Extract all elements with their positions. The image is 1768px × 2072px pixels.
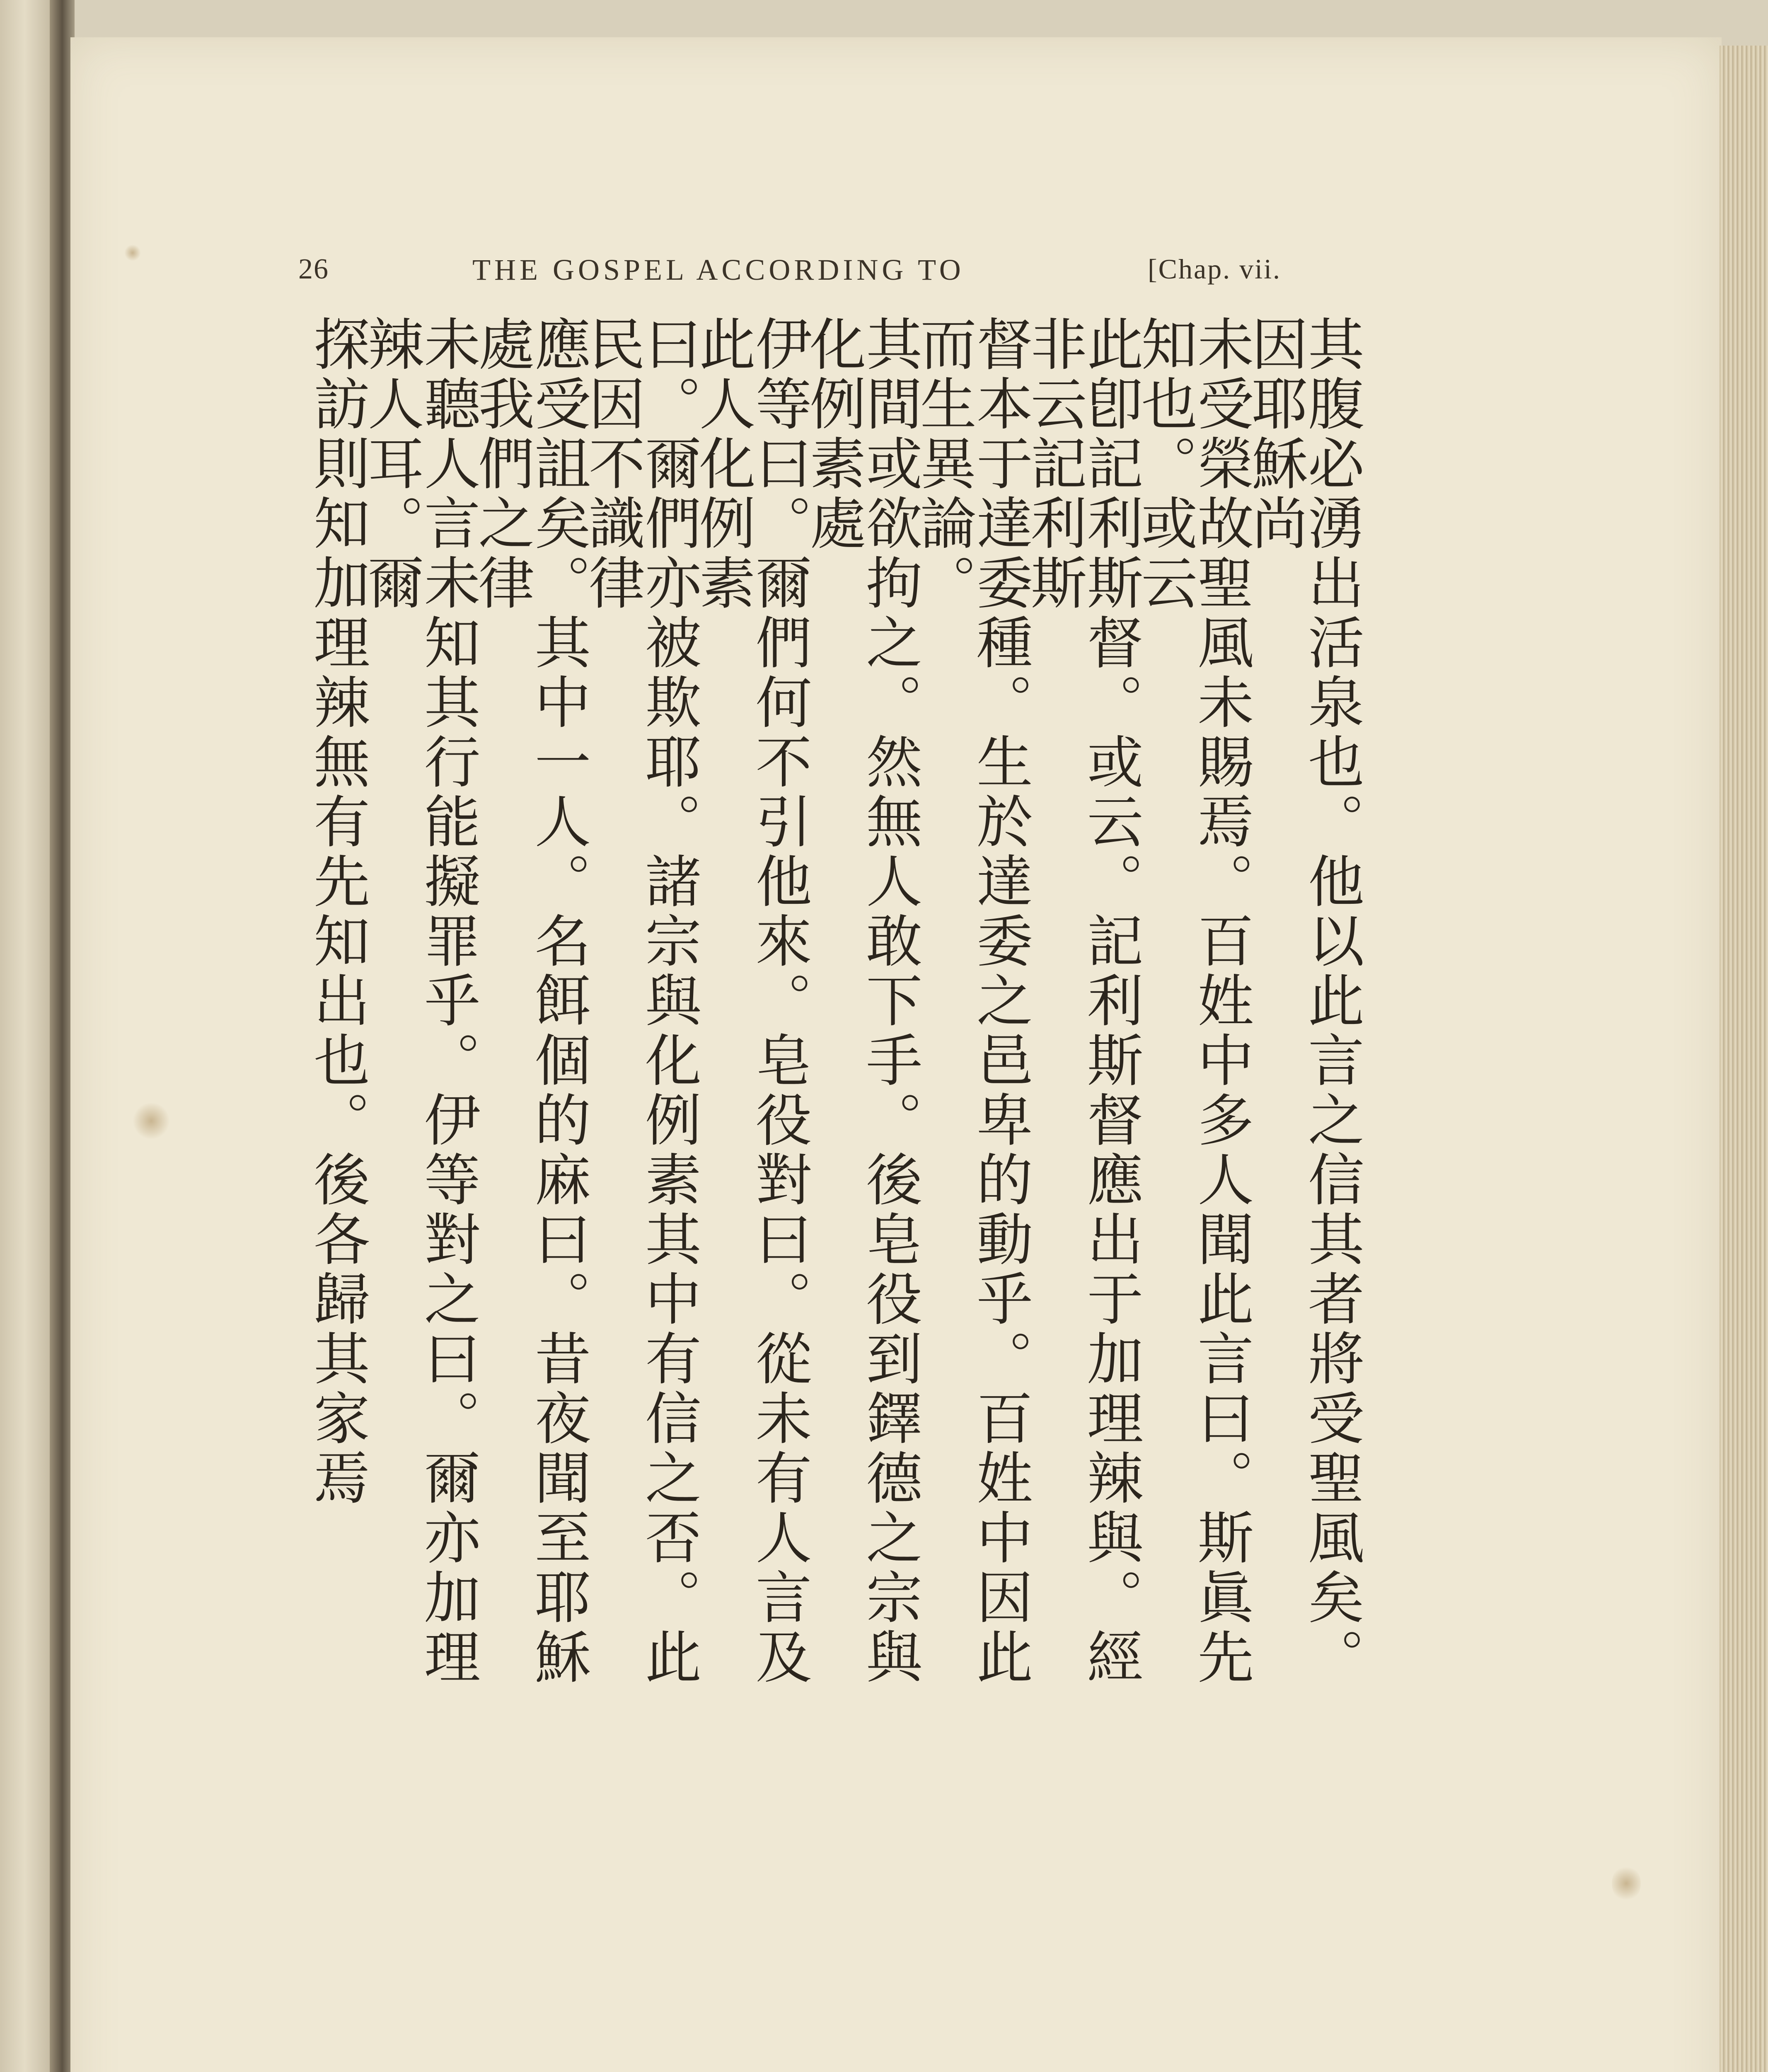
running-header: [298, 253, 1334, 290]
foxing-spot: [1612, 1865, 1641, 1902]
foxing-spot: [124, 244, 141, 261]
text-column: 其間或欲拘之。然無人敢下手。後皂役到鐸德之宗與化例素處: [800, 315, 922, 1687]
text-column: 曰。爾們亦被欺耶。諸宗與化例素其中有信之否。此民因不識律: [578, 315, 701, 1687]
text-column: 未受榮故聖風未賜焉。百姓中多人聞此言曰。斯眞先知也。或云: [1131, 315, 1253, 1687]
page-number: 26: [298, 253, 329, 285]
foxing-spot: [133, 1102, 170, 1140]
text-column: 未聽人言未知其行能擬罪乎。伊等對之曰。爾亦加理辣人耳。爾: [358, 315, 480, 1687]
text-column: 其腹必湧出活泉也。他以此言之信其者將受聖風矣。因耶穌尚: [1241, 315, 1364, 1687]
text-column: 伊等曰。爾們何不引他來。皂役對曰。從未有人言及此人化例素: [689, 315, 811, 1687]
running-title: THE GOSPEL ACCORDING TO: [472, 253, 965, 286]
page-fore-edge: [1720, 46, 1768, 2072]
text-column: 督本于達委種。生於達委之邑卑的動乎。百姓中因此而生異論。: [910, 315, 1032, 1687]
text-column: 此卽記利斯督。或云。記利斯督應出于加理辣與。經非云記利斯: [1021, 315, 1143, 1687]
text-column: 應受詛矣。其中一人。名餌個的麻曰。昔夜聞至耶穌處我們之律: [468, 315, 590, 1687]
text-column: 探訪則知加理辣無有先知出也。後各歸其家焉: [304, 315, 369, 1508]
chapter-reference: [Chap. vii.: [1148, 253, 1281, 285]
vertical-text-block: [282, 315, 1364, 1732]
